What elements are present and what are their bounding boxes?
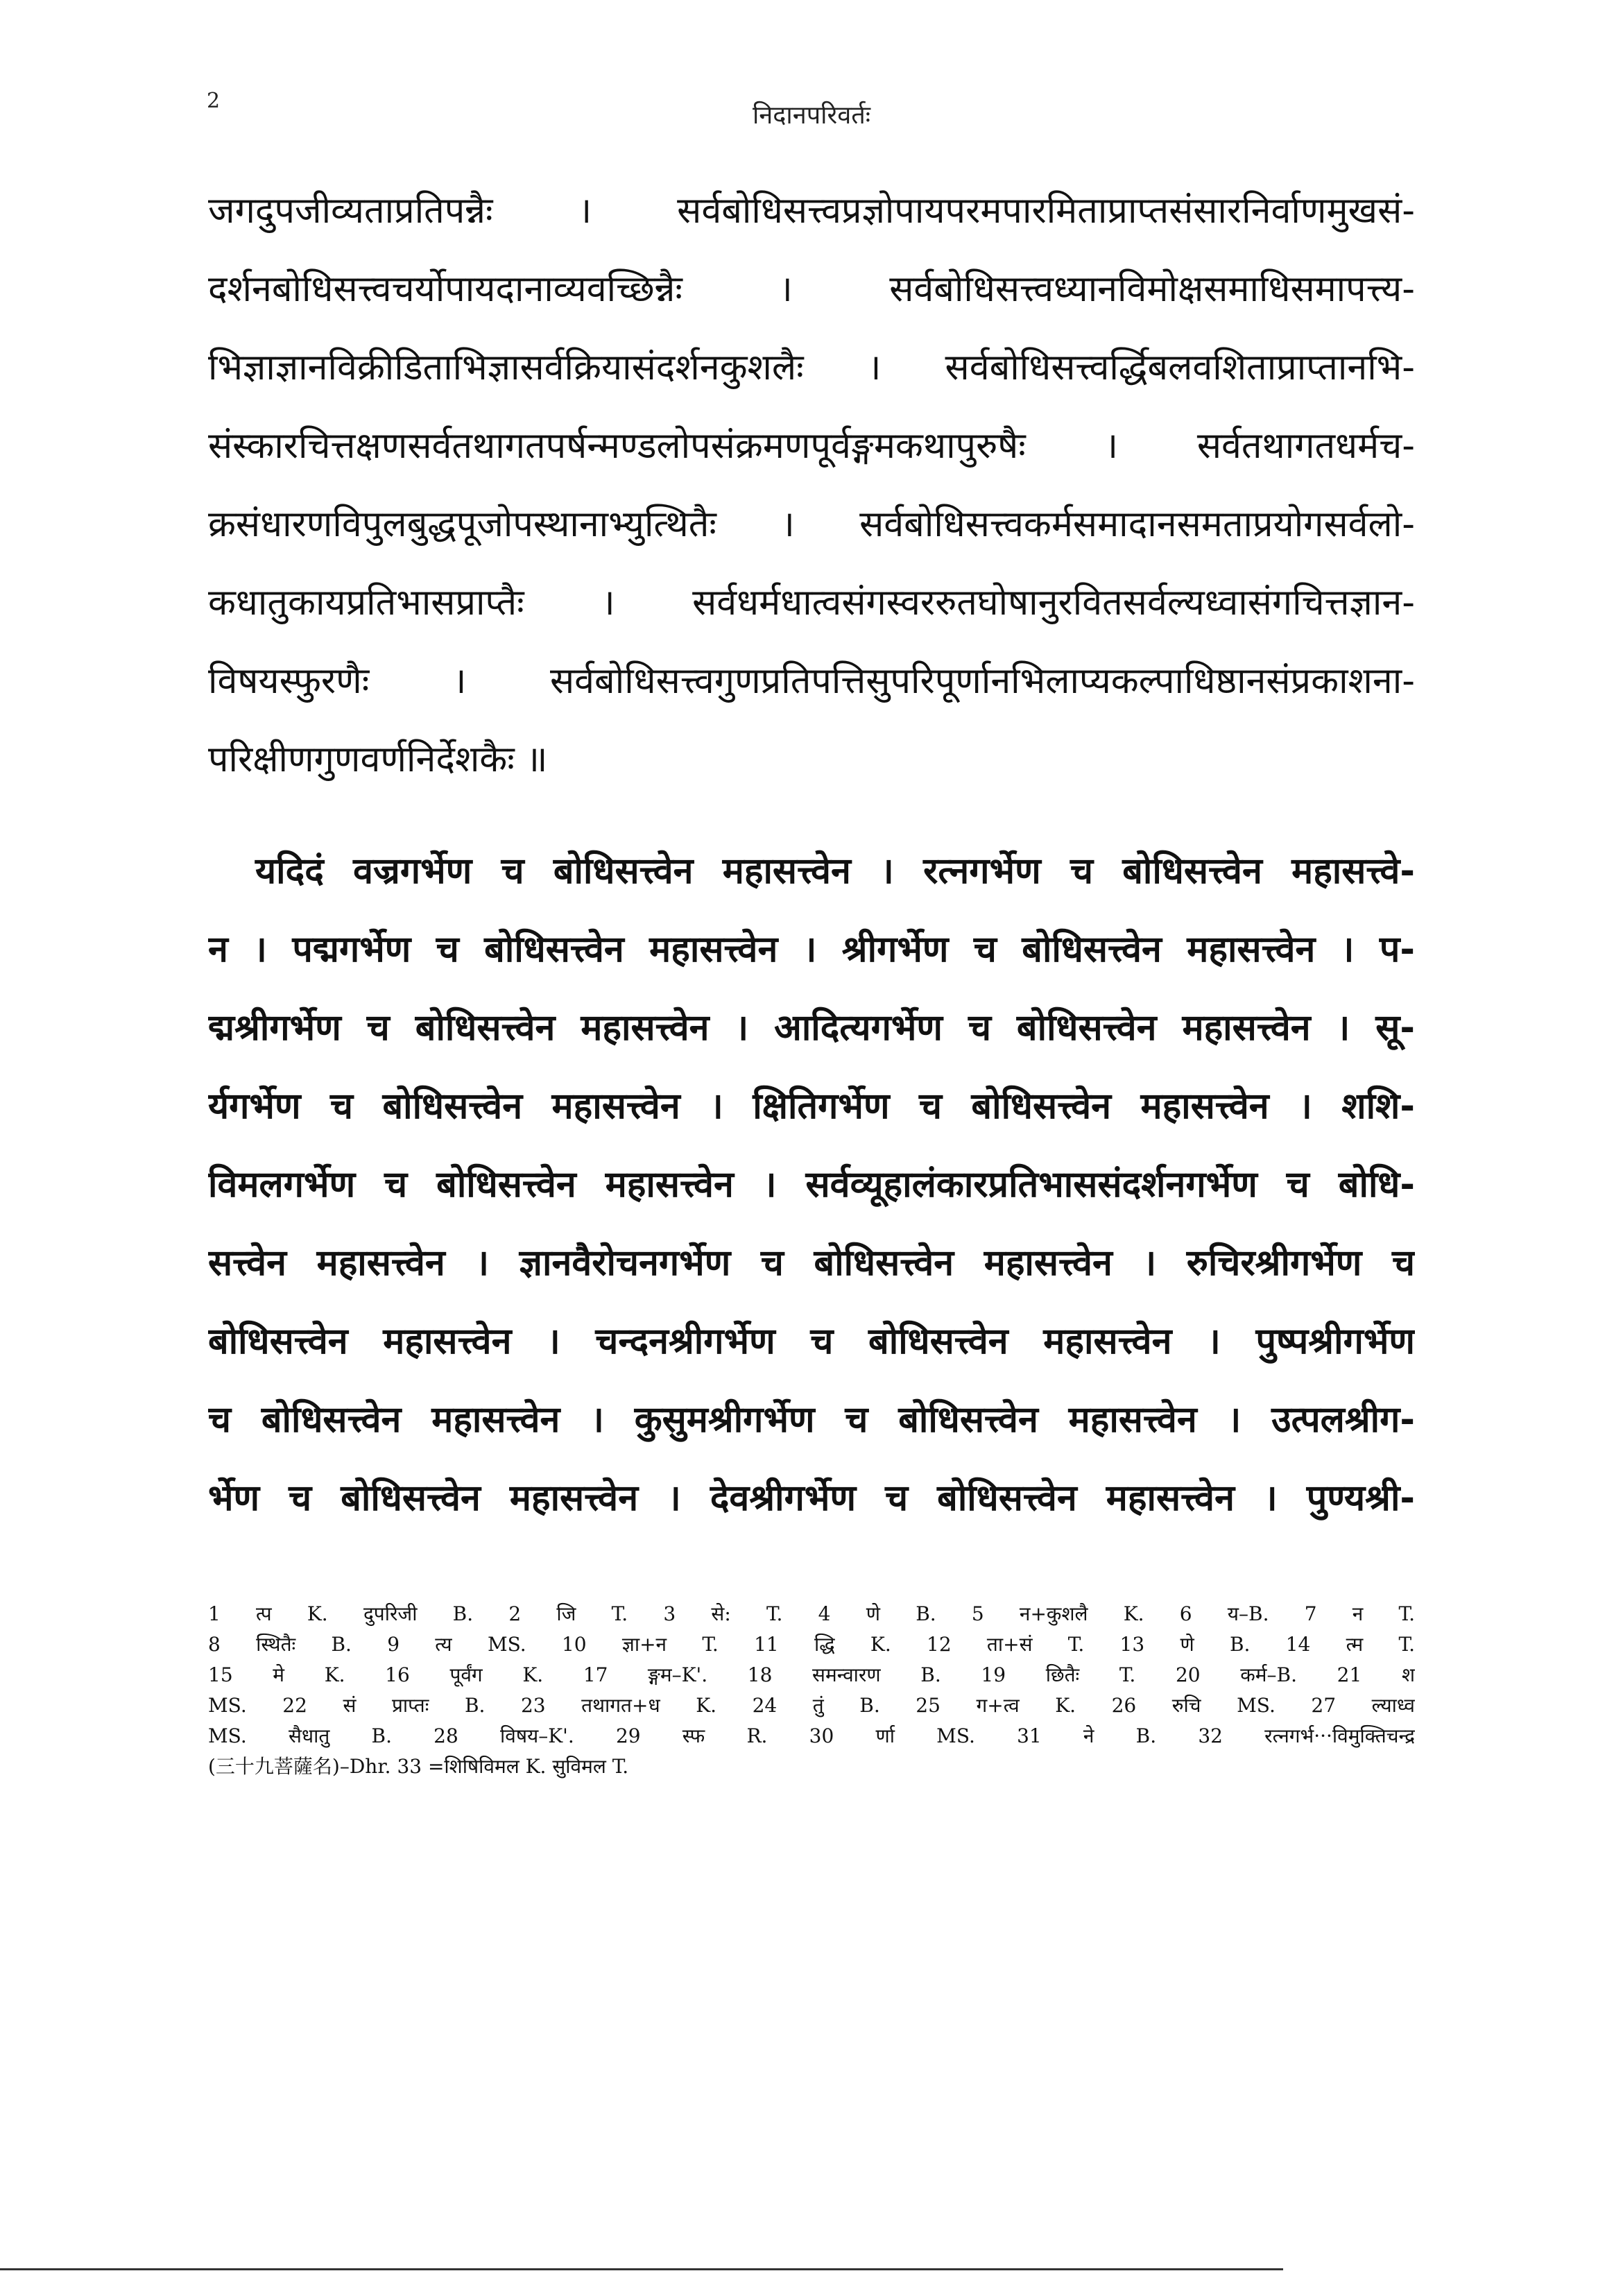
text-line: न । पद्मगर्भेण च बोधिसत्त्वेन महासत्त्वेन । श्रीगर्भेण च बोधिसत्त्वेन महासत्त्वेन । प- (208, 929, 1415, 970)
text-line: भिज्ञाज्ञानविक्रीडिताभिज्ञासर्वक्रियासंदर्शनकुशलैः । सर्वबोधिसत्त्वर्द्धिबलवशिताप्राप्तानभि- (208, 347, 1415, 388)
text-line: विषयस्फुरणैः । सर्वबोधिसत्त्वगुणप्रतिपत्तिसुपरिपूर्णानभिलाप्यकल्पाधिष्ठानसंप्रकाशना- (208, 660, 1415, 702)
footnote-line: MS. सैधातु B. 28 विषय–K'. 29 स्फ R. 30 र्णा MS. 31 ने B. 32 रत्नगर्भ···विमुक्तिचन्द्र (208, 1724, 1415, 1747)
footnotes (208, 1599, 1415, 1782)
text-line: दर्शनबोधिसत्त्वचर्योपायदानाव्यवच्छिन्नैः । सर्वबोधिसत्त्वध्यानविमोक्षसमाधिसमापत्त्य- (208, 268, 1415, 310)
text-line: परिक्षीणगुणवर्णनिर्देशकैः ॥ (208, 739, 548, 780)
footnote-line: (三十九菩薩名)–Dhr. 33 =शिषिविमल K. सुविमल T. (208, 1755, 629, 1778)
text-line: जगदुपजीव्यताप्रतिपन्नैः । सर्वबोधिसत्त्वप्रज्ञोपायपरमपारमिताप्राप्तसंसारनिर्वाणमुखसं- (208, 190, 1415, 232)
text-line: कधातुकायप्रतिभासप्राप्तैः । सर्वधर्मधात्वसंगस्वररुतघोषानुरवितसर्वल्यध्वासंगचित्तज्ञान- (208, 582, 1415, 624)
text-line: विमलगर्भेण च बोधिसत्त्वेन महासत्त्वेन । सर्वव्यूहालंकारप्रतिभाससंदर्शनगर्भेण च बोधि- (208, 1164, 1415, 1206)
text-line: र्भेण च बोधिसत्त्वेन महासत्त्वेन । देवश्रीगर्भेण च बोधिसत्त्वेन महासत्त्वेन । पुण्यश्री- (208, 1477, 1415, 1519)
footnote-line: 15 मे K. 16 पूर्वंग K. 17 ङ्गम–K'. 18 समन्वारण B. 19 छितैः T. 20 कर्म–B. 21 श (208, 1663, 1415, 1686)
text-line: यदिदं वज्रगर्भेण च बोधिसत्त्वेन महासत्त्वेन । रत्नगर्भेण च बोधिसत्त्वेन महासत्त्वे- (255, 850, 1415, 892)
paragraph-2 (208, 832, 1415, 1538)
footnote-line: 1 त्प K. दुपरिजी B. 2 जि T. 3 से: T. 4 णे B. 5 न+कुशलै K. 6 य–B. 7 न T. (208, 1602, 1415, 1625)
text-line: क्रसंधारणविपुलबुद्धपूजोपस्थानाभ्युत्थितैः । सर्वबोधिसत्त्वकर्मसमादानसमताप्रयोगसर्वलो- (208, 504, 1415, 545)
footnote-line: 8 स्थितैः B. 9 त्य MS. 10 ज्ञा+न T. 11 द्धि K. 12 ता+सं T. 13 णे B. 14 त्म T. (208, 1633, 1415, 1656)
text-line: बोधिसत्त्वेन महासत्त्वेन । चन्दनश्रीगर्भेण च बोधिसत्त्वेन महासत्त्वेन । पुष्पश्रीगर्भेण (208, 1321, 1415, 1362)
paragraph-1 (208, 172, 1415, 799)
running-title: निदानपरिवर्तः (752, 101, 871, 130)
text-line: र्यगर्भेण च बोधिसत्त्वेन महासत्त्वेन । क्षितिगर्भेण च बोधिसत्त्वेन महासत्त्वेन । शशि- (208, 1086, 1415, 1127)
text-line: च बोधिसत्त्वेन महासत्त्वेन । कुसुमश्रीगर्भेण च बोधिसत्त्वेन महासत्त्वेन । उत्पलश्रीग- (208, 1399, 1415, 1441)
text-line: सत्त्वेन महासत्त्वेन । ज्ञानवैरोचनगर्भेण च बोधिसत्त्वेन महासत्त्वेन । रुचिरश्रीगर्भेण च (208, 1242, 1415, 1284)
bottom-rule (0, 2268, 1283, 2270)
footnote-line: MS. 22 सं प्राप्तः B. 23 तथागत+ध K. 24 तुं B. 25 ग+त्व K. 26 रुचि MS. 27 ल्याध्व (208, 1694, 1415, 1717)
page-number: 2 (207, 89, 221, 113)
text-line: संस्कारचित्तक्षणसर्वतथागतपर्षन्मण्डलोपसंक्रमणपूर्वङ्गमकथापुरुषैः । सर्वतथागतधर्मच- (208, 425, 1415, 467)
text-line: द्मश्रीगर्भेण च बोधिसत्त्वेन महासत्त्वेन । आदित्यगर्भेण च बोधिसत्त्वेन महासत्त्वेन । सू- (208, 1007, 1415, 1049)
